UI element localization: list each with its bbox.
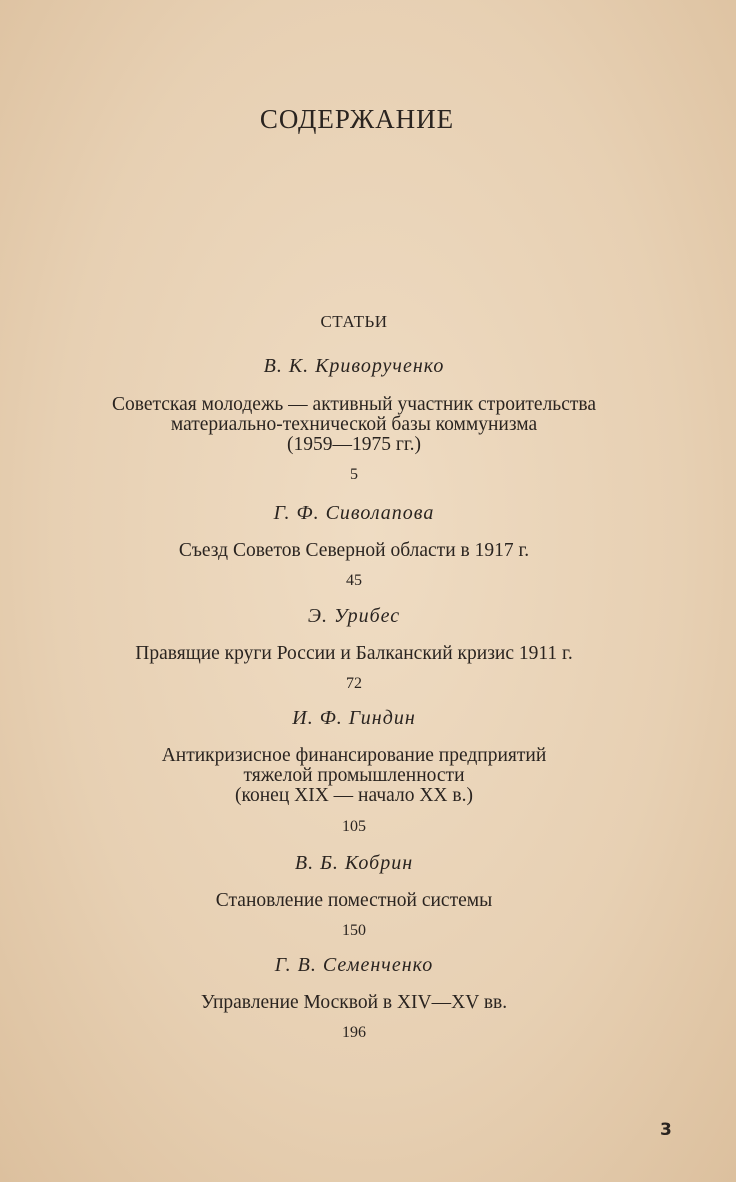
- entry-author: Г. В. Семенченко: [274, 954, 434, 976]
- entry-title-line: Правящие круги России и Балканский кризис 1911 г.: [135, 643, 573, 664]
- entry-title-line: Советская молодежь — активный участник строительства: [112, 394, 596, 415]
- entry-title: [0, 746, 708, 806]
- entry-page-number: 5: [350, 466, 358, 483]
- toc-entry: [0, 707, 708, 836]
- entry-title-line: тяжелой промышленности: [243, 765, 465, 786]
- toc-entry: [0, 852, 708, 940]
- toc-entry: [0, 954, 708, 1042]
- entry-author: В. К. Криворученко: [263, 355, 445, 377]
- entry-title-line: Антикризисное финансирование предприятий: [161, 745, 547, 766]
- entry-title-line: Становление поместной системы: [215, 890, 493, 911]
- entry-title: [0, 891, 708, 911]
- entry-title-line: материально-технической базы коммунизма: [170, 414, 538, 435]
- toc-entry: [0, 605, 708, 693]
- entry-title-line: (конец XIX — начало XX в.): [235, 785, 473, 806]
- toc-entry: [0, 355, 708, 484]
- toc-entry: [0, 502, 708, 590]
- entry-title-line: Управление Москвой в XIV—XV вв.: [200, 992, 508, 1013]
- entry-author: Г. Ф. Сиволапова: [273, 502, 435, 524]
- entry-author: И. Ф. Гиндин: [292, 707, 416, 729]
- entry-title: [0, 993, 708, 1013]
- entry-title: [0, 541, 708, 561]
- folio-page-number: 3: [660, 1120, 672, 1140]
- entry-author: Э. Урибес: [307, 605, 401, 627]
- entry-page-number: 72: [346, 675, 362, 692]
- section-heading: СТАТЬИ: [320, 312, 388, 331]
- entry-title: [0, 644, 708, 664]
- entry-author: В. Б. Кобрин: [294, 852, 414, 874]
- entry-page-number: 45: [346, 572, 362, 589]
- entry-page-number: 196: [342, 1024, 366, 1041]
- page-title: СОДЕРЖАНИЕ: [259, 104, 455, 134]
- entry-title-line: Съезд Советов Северной области в 1917 г.: [178, 540, 530, 561]
- entry-page-number: 105: [342, 818, 366, 835]
- entry-title-line: (1959—1975 гг.): [286, 434, 422, 455]
- entry-title: [0, 395, 708, 455]
- entry-page-number: 150: [342, 922, 366, 939]
